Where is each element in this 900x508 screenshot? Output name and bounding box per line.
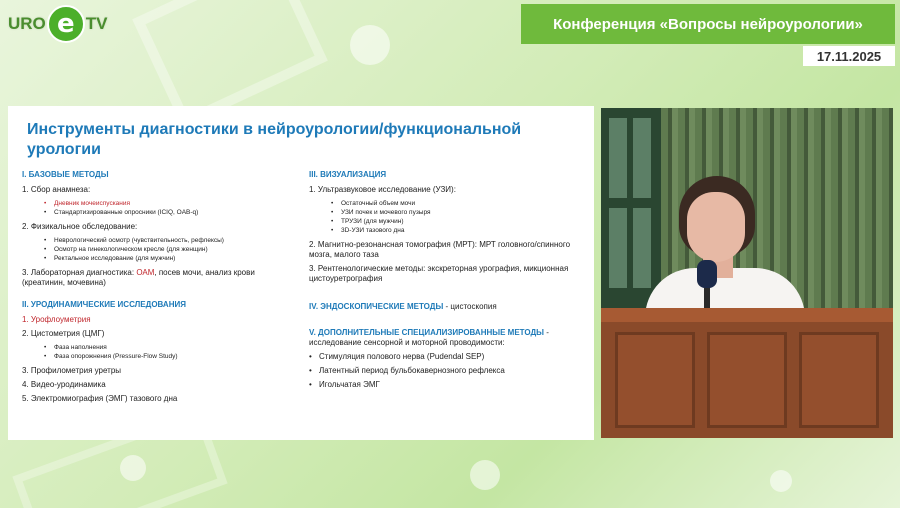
sub-list [22,343,292,361]
sub-item: • Фаза наполнения [22,343,292,352]
list-item: 3. Рентгенологические методы: экскреторная урография, микционная цистоуретрография [309,264,569,283]
list-item: 2. Физикальное обследование: [22,222,138,231]
list-item: 3. Профилометрия уретры [22,366,122,375]
conference-title-banner: Конференция «Вопросы нейроурологии» [521,4,895,44]
list-item: 3. Лабораторная диагностика: ОАМ, посев мочи, анализ крови (креатинин, мочевина) [22,268,255,287]
section-heading: II. УРОДИНАМИЧЕСКИЕ ИССЛЕДОВАНИЯ [22,300,186,309]
speaker-face [687,192,745,262]
section-line: V. ДОПОЛНИТЕЛЬНЫЕ СПЕЦИАЛИЗИРОВАННЫЕ МЕТОДЫ - исследование сенсорной и моторной проводимости: [309,328,549,347]
logo-text-tv: TV [85,14,108,33]
background-sparkle [770,470,792,492]
speaker-video-feed [601,108,893,438]
list-item: 1. Сбор анамнеза: [22,185,91,194]
window-backdrop [601,108,661,308]
list-item: 2. Магнитно-резонансная томография (МРТ): МРТ головного/спинного мозга, малого таза [309,240,571,259]
bullet-item: • Стимуляция полового нерва (Pudendal SEP) [309,352,579,362]
section-heading: V. ДОПОЛНИТЕЛЬНЫЕ СПЕЦИАЛИЗИРОВАННЫЕ МЕТОДЫ [309,328,544,337]
section-heading: III. ВИЗУАЛИЗАЦИЯ [309,170,387,179]
conference-date: 17.11.2025 [803,46,895,66]
sub-item: • ТРУЗИ (для мужчин) [309,217,579,226]
sub-item: • 3D-УЗИ тазового дна [309,226,579,235]
sub-item: • Неврологический осмотр (чувствительность, рефлексы) [22,236,292,245]
background-sparkle [120,455,146,481]
list-item: 4. Видео-уродинамика [22,380,106,389]
sub-item: • Фаза опорожнения (Pressure-Flow Study) [22,352,292,361]
list-item: 2. Цистометрия (ЦМГ) [22,329,105,338]
background-sparkle [470,460,500,490]
slide-title: Инструменты диагностики в нейроурологии/функциональной урологии [27,121,522,158]
background-sparkle [350,25,390,65]
slide-left-column [22,170,292,408]
slide-right-column [309,170,579,394]
highlight-oam: ОАМ [136,268,155,277]
bullet-item: • Латентный период бульбокавернозного рефлекса [309,366,579,376]
bullet-item: • Игольчатая ЭМГ [309,380,579,390]
sub-list [309,199,579,235]
sub-item: • Стандартизированные опросники (ICIQ, OAB-q) [22,208,292,217]
presentation-slide [8,106,594,440]
sub-list [22,199,292,217]
section-heading: IV. ЭНДОСКОПИЧЕСКИЕ МЕТОДЫ [309,302,444,311]
sub-item: • Ректальное исследование (для мужчин) [22,254,292,263]
section-heading: I. БАЗОВЫЕ МЕТОДЫ [22,170,109,179]
logo-e-icon: e [47,5,85,43]
list-item: 1. Урофлоуметрия [22,315,91,324]
sub-item: • Дневник мочеиспускания [22,199,292,208]
urotv-logo [8,4,108,44]
section-line: IV. ЭНДОСКОПИЧЕСКИЕ МЕТОДЫ - цистоскопия [309,302,497,311]
sub-item: • УЗИ почек и мочевого пузыря [309,208,579,217]
logo-text-uro: URO [8,14,46,33]
list-item: 1. Ультразвуковое исследование (УЗИ): [309,185,456,194]
sub-item: • Осмотр на гинекологическом кресле (для женщин) [22,245,292,254]
sub-item: • Остаточный объем мочи [309,199,579,208]
sub-list [22,236,292,263]
microphone-icon [697,260,717,288]
list-item: 5. Электромиография (ЭМГ) тазового дна [22,394,178,403]
